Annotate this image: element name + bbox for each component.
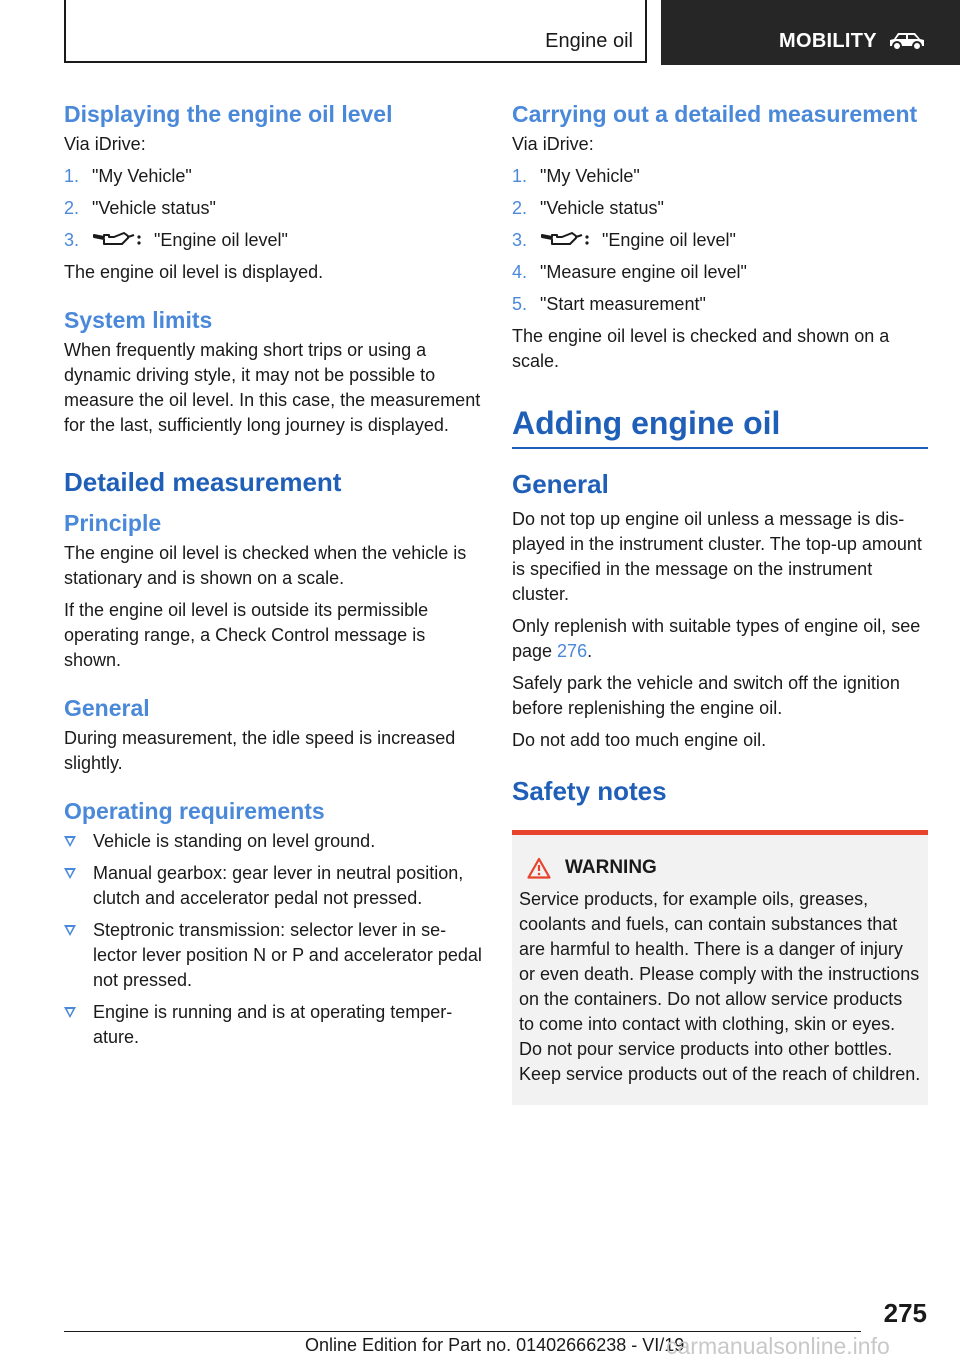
list-item: Steptronic transmission: selector lever in selector lever position N or P and accelerator pedal not pressed.: [64, 918, 482, 993]
list-item: 2. "Vehicle status": [512, 198, 664, 218]
page-276-link[interactable]: 276: [557, 641, 588, 661]
car-icon: [887, 30, 927, 52]
list-item: 1. "My Vehicle": [512, 166, 640, 186]
section-title-general-right: General: [512, 469, 609, 499]
header-tab-mobility: [661, 0, 960, 65]
list-item: 1. "My Vehicle": [64, 166, 192, 186]
section-title-carrying-out: Carrying out a detailed measurement: [512, 101, 918, 127]
general-text-1: Do not top up engine oil unless a message is displayed in the instrument cluster. The top-up amount is specified in the message on the instrument cluster.: [512, 509, 922, 604]
footer-edition-text: Online Edition for Part no. 01402666238 - VI/19: [305, 1335, 685, 1355]
warning-text: Service products, for example oils, greases, coolants and fuels, can contain substances that are harmful to health. There is a danger of injury or even death. Please comply with the instructions on the containers. Do not allow service products to come into contact with clothing, skin or eyes. Do not pour service products into other bottles. Keep service products out of the reach of children.: [519, 889, 921, 1084]
page-number: 275: [883, 1298, 927, 1328]
warning-box: [512, 830, 928, 1105]
watermark-text: carmanualsonline.info: [666, 1333, 890, 1359]
section-title-system-limits: System limits: [64, 307, 213, 333]
chapter-title-adding-oil: Adding engine oil: [512, 401, 928, 449]
oil-can-icon: [92, 230, 146, 248]
general-text-3: Safely park the vehicle and switch off the ignition before replenishing the engine oil.: [512, 673, 900, 718]
triangle-bullet-icon: [64, 1007, 76, 1018]
system-limits-text: When frequently making short trips or using a dynamic driving style, it may not be possible to measure the oil level. In this case, the measurement for the last, sufficiently long journey is displayed.: [64, 340, 481, 435]
list-item: 2. "Vehicle status": [64, 198, 216, 218]
section-title-operating-requirements: Operating requirements: [64, 798, 325, 824]
requirements-list: [64, 829, 482, 1050]
triangle-bullet-icon: [64, 868, 76, 879]
section-title-safety-notes: Safety notes: [512, 776, 667, 806]
triangle-bullet-icon: [64, 836, 76, 847]
list-item: Manual gearbox: gear lever in neutral position, clutch and accelerator pedal not pressed.: [64, 861, 482, 911]
section-title-principle: Principle: [64, 510, 162, 536]
section-title-displaying: Displaying the engine oil level: [64, 101, 393, 127]
warning-triangle-icon: [527, 857, 551, 879]
measurement-result-text: The engine oil level is checked and shown on a scale.: [512, 326, 890, 371]
header-tab-label: MOBILITY: [779, 30, 877, 52]
oil-can-icon: [540, 230, 594, 248]
principle-text-2: If the engine oil level is outside its permissible operating range, a Check Control message is shown.: [64, 600, 429, 670]
principle-text-1: The engine oil level is checked when the vehicle is stationary and is shown on a scale.: [64, 543, 467, 588]
display-steps-list: [64, 164, 482, 253]
section-title-detailed-measurement: Detailed measurement: [64, 467, 342, 497]
footer-divider: [64, 1331, 861, 1332]
warning-label: WARNING: [565, 857, 657, 878]
list-item: 3. "Engine oil level": [64, 230, 288, 250]
triangle-bullet-icon: [64, 925, 76, 936]
left-column: [64, 100, 482, 1057]
general-measurement-text: During measurement, the idle speed is increased slightly.: [64, 728, 456, 773]
list-item: 3. "Engine oil level": [512, 230, 736, 250]
section-title-general-left: General: [64, 695, 150, 721]
right-column: [512, 100, 928, 1105]
general-text-2: Only replenish with suitable types of engine oil, see page 276.: [512, 616, 921, 661]
warning-header: [519, 857, 921, 879]
list-item: 4. "Measure engine oil level": [512, 262, 747, 282]
display-result-text: The engine oil level is displayed.: [64, 262, 324, 282]
via-idrive-text: Via iDrive:: [64, 134, 146, 154]
list-item: Engine is running and is at operating temperature.: [64, 1000, 482, 1050]
general-text-4: Do not add too much engine oil.: [512, 730, 767, 750]
list-item: Vehicle is standing on level ground.: [64, 829, 482, 854]
via-idrive-text-right: Via iDrive:: [512, 134, 594, 154]
list-item: 5. "Start measurement": [512, 294, 706, 314]
header-section-title: Engine oil: [545, 30, 633, 52]
header-section-box: [64, 0, 647, 63]
measurement-steps-list: [512, 164, 928, 317]
